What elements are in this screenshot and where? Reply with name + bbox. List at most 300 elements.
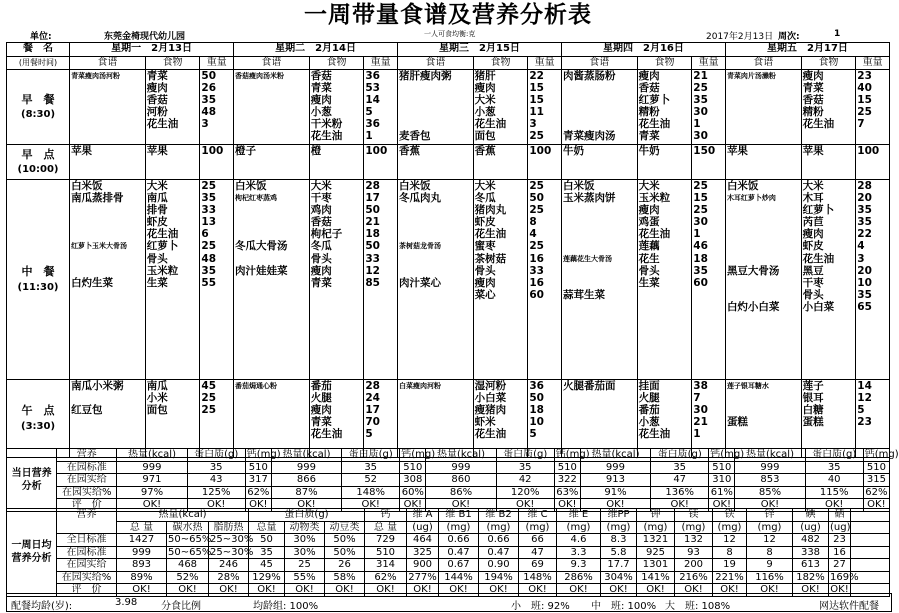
food-name: 面包 xyxy=(146,404,168,417)
food-name: 大米 xyxy=(802,180,824,192)
food-weight-cell xyxy=(528,145,562,180)
dish-name xyxy=(235,216,308,228)
dish-name xyxy=(563,204,636,216)
food-name: 小葱 xyxy=(310,106,332,119)
food-name: 瘦肉 xyxy=(310,264,332,277)
food-weight: 13 xyxy=(201,216,217,229)
food-name: 青菜 xyxy=(638,130,660,143)
food-weight: 10 xyxy=(857,276,872,289)
daily-value: 310 xyxy=(709,474,735,487)
food-weight: 100 xyxy=(529,145,552,157)
food-weight: 35 xyxy=(201,192,217,205)
weekly-row-label: 全日标准 xyxy=(57,534,117,547)
weekly-value: 50~65% xyxy=(168,534,212,545)
meal-name: 午 点 xyxy=(21,404,55,417)
meal-label-cell xyxy=(7,145,70,180)
dish-name xyxy=(235,404,308,416)
dish-name xyxy=(563,82,636,94)
daily-value: 42 xyxy=(496,474,554,487)
food-weight: 3 xyxy=(857,252,865,265)
food-name: 青菜 xyxy=(802,82,824,95)
weekly-value: 9 xyxy=(747,559,793,572)
week-number: 1 xyxy=(834,29,841,39)
weekly-value: 1321 xyxy=(637,534,675,547)
weekly-subheader: 总 量 xyxy=(365,521,407,534)
dish-name xyxy=(71,216,144,228)
food-name: 番茄 xyxy=(310,380,332,392)
weekly-value: 132 xyxy=(675,534,713,547)
daily-value: 510 xyxy=(400,461,426,474)
food-weight: 50 xyxy=(529,192,544,205)
weekly-group-header: 维PP xyxy=(601,509,637,522)
daily-value: OK! xyxy=(805,499,863,512)
food-weight: 14 xyxy=(365,94,380,107)
weekly-value: 3.3 xyxy=(557,546,601,559)
dish-name xyxy=(399,106,472,118)
food-weight: 36 xyxy=(365,70,380,82)
dish-name xyxy=(399,216,472,228)
weekly-group-header: 铁 xyxy=(713,509,747,522)
dish-name: 白米饭 xyxy=(726,180,759,192)
food-weight: 30 xyxy=(693,404,708,417)
daily-value: 52 xyxy=(342,474,400,487)
food-weight: 50 xyxy=(365,204,380,217)
dish-name xyxy=(399,392,472,404)
weekly-value: 50% xyxy=(325,546,365,559)
daily-value: OK! xyxy=(496,499,554,512)
weekly-value: OK! xyxy=(519,584,557,597)
dish-name xyxy=(235,277,308,289)
daily-col-header: 钙(mg) xyxy=(710,449,745,460)
daily-value: 999 xyxy=(117,461,187,474)
food-name-cell xyxy=(145,380,200,458)
weekly-row-label: 在园标准 xyxy=(57,546,117,559)
dish-name xyxy=(399,82,472,94)
daily-value: 35 xyxy=(496,461,554,474)
food-name: 茶树菇 xyxy=(474,252,507,265)
food-weight: 33 xyxy=(529,264,544,277)
dish-name: 苹果 xyxy=(71,145,93,157)
food-name: 小白菜 xyxy=(474,392,507,405)
food-name: 干枣 xyxy=(802,276,824,289)
dish-name xyxy=(727,404,800,416)
food-weight: 50 xyxy=(201,70,217,82)
dish-name-cell xyxy=(234,380,310,458)
daily-value: OK! xyxy=(117,499,187,512)
dish-name xyxy=(399,265,472,277)
daily-value: 971 xyxy=(117,474,187,487)
food-weight: 33 xyxy=(201,204,217,217)
food-name-cell xyxy=(309,380,364,458)
sheet-date: 2017年2月13日 xyxy=(706,32,774,42)
day-header: 星期四 2月16日 xyxy=(561,43,725,57)
food-name: 生菜 xyxy=(638,276,660,289)
weekly-subheader: (mg) xyxy=(747,521,793,534)
daily-value: 43 xyxy=(187,474,245,487)
daily-value: 62% xyxy=(247,486,270,498)
food-name: 瘦肉 xyxy=(802,228,824,241)
filler-cell xyxy=(851,546,890,559)
dish-name xyxy=(563,240,636,252)
food-name: 玉米粒 xyxy=(638,192,671,205)
food-name: 木耳 xyxy=(802,192,824,205)
dish-name xyxy=(71,253,144,265)
food-name: 小葱 xyxy=(638,416,660,429)
food-name: 虾皮 xyxy=(146,216,168,229)
menu-subheader: 食物 xyxy=(473,57,528,70)
weekly-value: 468 xyxy=(167,559,209,572)
dish-name-cell xyxy=(561,180,637,380)
food-name-cell xyxy=(637,70,692,145)
food-weight: 15 xyxy=(529,82,544,95)
daily-col-header: 热量(kcal) xyxy=(580,449,650,462)
weekly-value: OK! xyxy=(793,584,829,597)
food-name: 花生油 xyxy=(802,118,835,131)
menu-subheader: 食物 xyxy=(309,57,364,70)
weekly-subheader: 总 量 xyxy=(117,521,167,534)
daily-value: OK! xyxy=(426,499,496,512)
dish-name: 青菜瘦肉汤河粉 xyxy=(71,72,121,80)
food-name: 生菜 xyxy=(146,276,168,289)
dish-name xyxy=(727,277,800,289)
food-weight: 17 xyxy=(365,192,380,205)
food-name: 虾皮 xyxy=(474,216,496,229)
dish-name: 白米饭 xyxy=(71,180,103,192)
weekly-subheader: 动物类 xyxy=(285,521,325,534)
food-weight: 21 xyxy=(693,70,708,82)
daily-value: 317 xyxy=(245,474,271,487)
dish-name-cell xyxy=(70,380,146,458)
weekly-group-header: 维 B2 xyxy=(479,509,519,522)
food-weight: 65 xyxy=(857,300,872,313)
food-weight: 25 xyxy=(201,180,217,192)
daily-row-label: 在园实给% xyxy=(57,486,117,499)
food-name: 鸡肉 xyxy=(310,204,332,217)
food-weight: 25 xyxy=(529,204,544,217)
weekly-value: 925 xyxy=(637,546,675,559)
dish-name-cell xyxy=(70,70,146,145)
food-name: 橙 xyxy=(310,145,322,157)
dish-name: 青菜瘦肉汤 xyxy=(562,130,616,143)
food-name: 小米 xyxy=(146,392,168,405)
food-name: 骨头 xyxy=(474,264,496,277)
weekly-subheader: 碳水热 xyxy=(167,521,209,534)
dish-name-cell xyxy=(725,180,801,380)
dish-name xyxy=(563,265,636,277)
food-weight-cell xyxy=(200,70,234,145)
food-name: 骨头 xyxy=(310,252,332,265)
daily-value: 510 xyxy=(709,461,735,474)
daily-col-header: 热量(kcal) xyxy=(735,449,805,462)
dish-name xyxy=(399,228,472,240)
food-name: 蛋糕 xyxy=(802,416,824,429)
food-name: 苹果 xyxy=(146,145,168,157)
weekly-value: OK! xyxy=(325,584,365,597)
dish-name: 香蕉 xyxy=(399,145,420,157)
weekly-value: 1301 xyxy=(637,559,675,572)
food-weight: 12 xyxy=(857,392,872,405)
menu-subheader: 重量 xyxy=(200,57,234,70)
food-name-cell xyxy=(637,180,692,380)
food-name: 香菇 xyxy=(310,70,332,82)
daily-value: 510 xyxy=(245,461,271,474)
dish-name: 冬瓜大骨汤 xyxy=(235,240,288,253)
dish-name: 白米饭 xyxy=(562,180,595,192)
food-name: 莲子 xyxy=(802,380,824,392)
daily-value: 999 xyxy=(580,461,650,474)
food-weight: 25 xyxy=(693,82,708,95)
dish-name-cell xyxy=(398,380,474,458)
per-person-note: 一人可食均衡:克 xyxy=(424,30,476,38)
weekly-subheader: (mg) xyxy=(479,521,519,534)
food-weight: 100 xyxy=(365,145,388,157)
food-name-cell xyxy=(473,180,528,380)
food-name: 面包 xyxy=(474,130,496,143)
food-name: 花生油 xyxy=(638,118,671,131)
filler-cell xyxy=(851,534,890,547)
food-weight: 5 xyxy=(365,428,373,441)
weekly-value: 12 xyxy=(747,534,793,547)
ratio-label: 分食比例 xyxy=(161,601,201,612)
weekly-value: 8 xyxy=(713,546,747,559)
menu-subheader: 食物 xyxy=(145,57,200,70)
weekly-group-header: 钾 xyxy=(637,509,675,522)
weekly-value: OK! xyxy=(167,584,209,597)
food-name: 小葱 xyxy=(474,106,496,119)
weekly-subheader: (mg) xyxy=(601,521,637,534)
dish-name xyxy=(563,428,636,440)
food-weight: 46 xyxy=(693,240,708,253)
food-weight: 70 xyxy=(365,416,380,429)
dish-name xyxy=(235,428,308,440)
dish-name-cell xyxy=(70,145,146,180)
dish-name: 苹果 xyxy=(726,145,748,157)
food-weight-cell xyxy=(856,70,890,145)
food-weight: 35 xyxy=(693,264,708,277)
food-name: 南瓜 xyxy=(146,192,168,205)
food-name-cell xyxy=(309,180,364,380)
dish-name: 白灼生菜 xyxy=(71,276,114,289)
dish-name-cell xyxy=(70,180,146,380)
dish-name: 南瓜蒸排骨 xyxy=(71,192,124,205)
dish-name-cell xyxy=(561,380,637,458)
dish-name-cell xyxy=(725,70,801,145)
dish-name xyxy=(563,228,636,240)
dish-name xyxy=(71,265,144,277)
food-name: 猪肝 xyxy=(474,70,496,82)
food-name: 冬瓜 xyxy=(474,192,496,205)
food-weight: 18 xyxy=(693,252,708,265)
food-weight: 14 xyxy=(857,380,872,392)
food-weight-cell xyxy=(856,180,890,380)
weekly-value: 50% xyxy=(325,534,365,547)
weekly-subheader: (ug) xyxy=(830,521,851,533)
food-name: 虾皮 xyxy=(802,240,824,253)
daily-value: OK! xyxy=(735,499,805,512)
food-weight: 4 xyxy=(857,240,865,253)
food-name-cell xyxy=(473,145,528,180)
daily-value: 62% xyxy=(865,486,888,498)
food-name: 精粉 xyxy=(638,106,660,119)
food-name: 花生油 xyxy=(310,130,343,143)
food-weight: 30 xyxy=(693,216,708,229)
weekly-value: OK! xyxy=(637,584,675,597)
food-name: 蜜枣 xyxy=(474,240,496,253)
daily-value: OK! xyxy=(651,499,709,512)
weekly-value: 304% xyxy=(601,571,637,584)
daily-value: 87% xyxy=(271,486,341,499)
food-name: 火腿 xyxy=(638,392,660,405)
food-weight: 45 xyxy=(201,380,217,392)
dish-name: 肉汁菜心 xyxy=(399,276,441,289)
weekly-value: 8.3 xyxy=(601,534,637,547)
food-weight: 25 xyxy=(693,180,708,192)
daily-col-header: 钙(mg) xyxy=(555,449,590,460)
weekly-value: 23 xyxy=(829,534,851,547)
filler-cell xyxy=(851,559,890,572)
food-weight: 60 xyxy=(693,276,708,289)
page-title: 一周带量食谱及营养分析表 xyxy=(304,1,592,28)
weekly-analysis-label: 一周日均营养分析 xyxy=(7,509,57,597)
dish-name xyxy=(563,94,636,106)
weekly-row-label: 在园实给% xyxy=(57,571,117,584)
weekly-value: 999 xyxy=(117,546,167,559)
footer-bar xyxy=(6,593,892,612)
food-weight-cell xyxy=(692,145,726,180)
dish-name: 玉米蒸肉饼 xyxy=(562,192,616,205)
food-weight-cell xyxy=(692,180,726,380)
food-weight: 25 xyxy=(529,180,544,192)
food-weight: 25 xyxy=(857,106,872,119)
daily-value: 866 xyxy=(271,474,341,487)
food-name-cell xyxy=(473,70,528,145)
food-name: 小白菜 xyxy=(802,300,835,313)
food-weight: 26 xyxy=(201,82,217,95)
daily-value: 853 xyxy=(735,474,805,487)
dish-name xyxy=(727,392,800,404)
weekly-subheader: (mg) xyxy=(713,521,747,534)
food-weight: 28 xyxy=(857,180,872,192)
weekly-subheader: 脂肪热 xyxy=(209,521,249,534)
food-name-cell xyxy=(637,380,692,458)
dish-name: 牛奶 xyxy=(562,145,584,157)
daily-value: 125% xyxy=(187,486,245,499)
food-weight: 53 xyxy=(365,82,380,95)
food-weight: 150 xyxy=(693,145,716,157)
meal-time: (3:30) xyxy=(21,420,56,432)
daily-value: 60% xyxy=(401,486,424,498)
dish-name xyxy=(235,106,308,118)
food-name: 挂面 xyxy=(638,380,660,392)
weekly-value: 8 xyxy=(747,546,793,559)
weekly-value: 194% xyxy=(479,571,519,584)
dish-name xyxy=(563,118,636,130)
dish-name: 橙子 xyxy=(235,145,257,157)
daily-value: 97% xyxy=(117,486,187,499)
food-name: 苹果 xyxy=(802,145,824,157)
dish-name: 冬瓜肉丸 xyxy=(399,192,441,205)
daily-col-header: 蛋白质(g) xyxy=(496,449,554,462)
food-weight: 3 xyxy=(529,118,537,131)
food-weight-cell xyxy=(692,70,726,145)
daily-row-label: 在园标准 xyxy=(57,461,117,474)
dish-name xyxy=(399,416,472,428)
food-name: 黑豆 xyxy=(802,264,824,277)
weekly-group-header: 维 A xyxy=(407,509,439,522)
food-weight: 15 xyxy=(857,94,872,107)
weekly-value: 12 xyxy=(713,534,747,547)
meal-time: (11:30) xyxy=(17,281,59,293)
daily-value: OK! xyxy=(342,499,400,512)
food-name: 大米 xyxy=(638,180,660,192)
food-name: 银耳 xyxy=(802,392,824,405)
food-weight: 5 xyxy=(365,106,373,119)
weekly-value: 0.47 xyxy=(479,546,519,559)
food-name: 湿河粉 xyxy=(474,380,507,392)
day-header: 星期一 2月13日 xyxy=(70,43,234,57)
weekly-group-header: 硒 xyxy=(829,509,851,522)
dish-name: 肉汁娃娃菜 xyxy=(235,264,288,277)
food-weight: 35 xyxy=(201,94,217,107)
dish-name xyxy=(727,82,800,94)
small-class-ratio: 小 班: 92% xyxy=(511,601,570,612)
dish-name-cell xyxy=(725,145,801,180)
unit-label: 单位: xyxy=(30,32,52,42)
unit-name: 东莞金椅现代幼儿园 xyxy=(104,32,186,42)
menu-table xyxy=(6,42,890,458)
food-weight-cell xyxy=(364,145,398,180)
weekly-value: 246 xyxy=(209,559,249,572)
dish-name xyxy=(399,204,472,216)
weekly-value: 19 xyxy=(713,559,747,572)
dish-name xyxy=(727,289,800,301)
daily-value: OK! xyxy=(709,499,735,512)
daily-value: 148% xyxy=(342,486,400,499)
food-weight: 21 xyxy=(693,416,708,429)
weekly-value: OK! xyxy=(209,584,249,597)
dish-name xyxy=(727,228,800,240)
dish-name xyxy=(235,94,308,106)
dish-name xyxy=(727,216,800,228)
dish-name: 南瓜小米粥 xyxy=(71,380,124,392)
weekly-value: 116% xyxy=(747,571,793,584)
dish-name xyxy=(563,416,636,428)
weekly-value: 52% xyxy=(167,571,209,584)
weekly-value: 613 xyxy=(793,559,829,572)
dish-name xyxy=(727,204,800,216)
food-name: 火腿 xyxy=(310,392,332,405)
food-weight: 100 xyxy=(857,145,880,157)
weekly-value: 16 xyxy=(829,546,851,559)
dish-name xyxy=(563,106,636,118)
weekly-subheader: 动豆类 xyxy=(325,521,365,534)
menu-subheader: 食物 xyxy=(637,57,692,70)
food-name-cell xyxy=(801,180,856,380)
dish-name: 青菜肉片汤濑粉 xyxy=(726,72,776,80)
dish-name: 麦香包 xyxy=(399,130,431,143)
weekly-value: 25~30% xyxy=(210,534,254,545)
food-weight: 48 xyxy=(201,106,217,119)
daily-value: 91% xyxy=(580,486,650,499)
weekly-value: 221% xyxy=(713,571,747,584)
menu-subheader: 食物 xyxy=(801,57,856,70)
weekly-value: 50~65% xyxy=(168,546,212,558)
food-name: 番茄 xyxy=(638,404,660,417)
dish-name xyxy=(71,204,144,216)
weekly-row-label: 营养 xyxy=(57,509,117,534)
daily-value: OK! xyxy=(554,499,580,512)
meal-time-header: (用餐时间) xyxy=(7,57,70,70)
